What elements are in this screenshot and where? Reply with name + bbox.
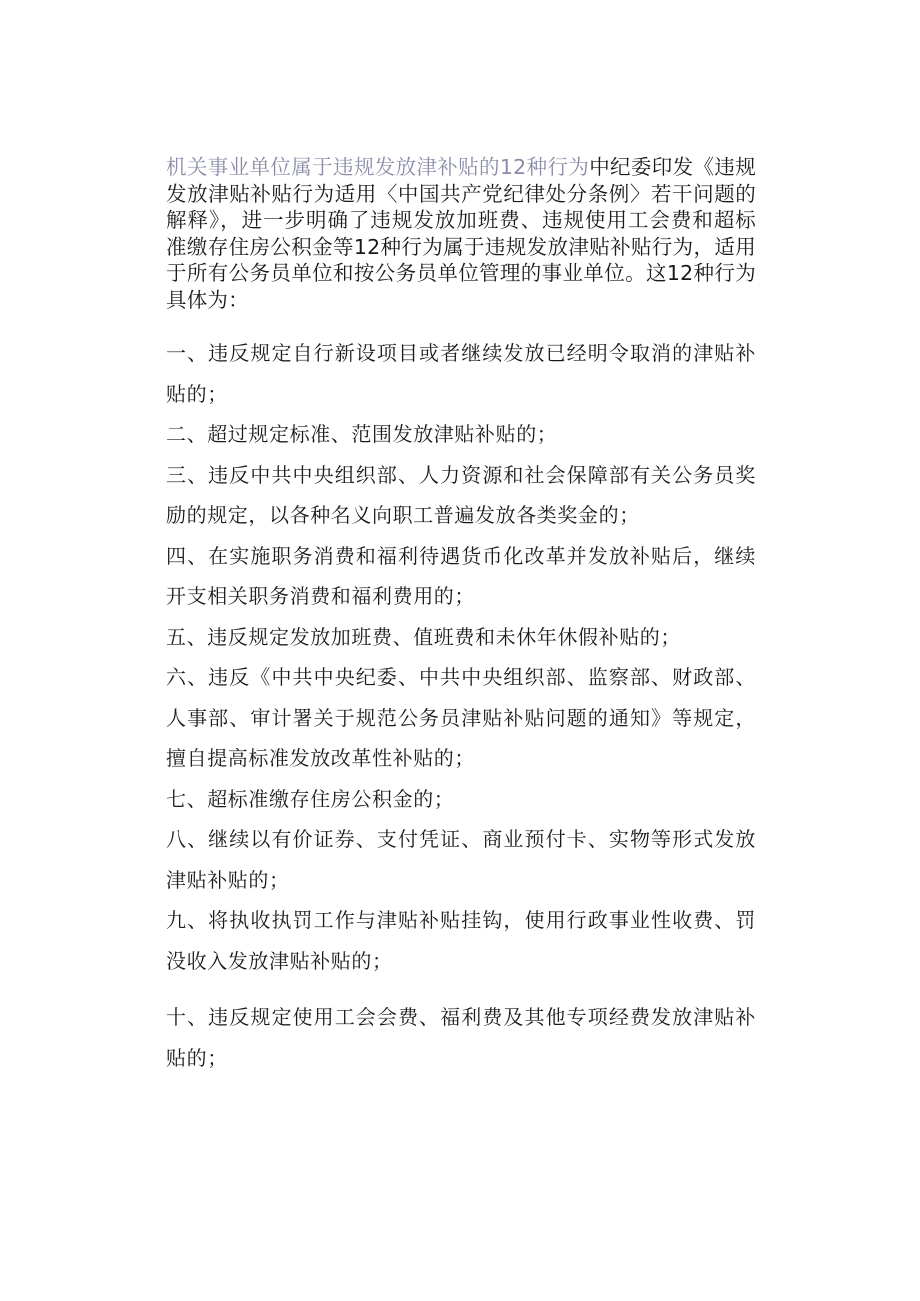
list-item-10: 十、违反规定使用工会会费、福利费及其他专项经费发放津贴补贴的； — [166, 1005, 756, 1070]
list-item-6: 六、违反《中共中央纪委、中共中央组织部、监察部、财政部、人事部、审计署关于规范公务员津贴补贴问题的通知》等规定，擅自提高标准发放改革性补贴的； — [166, 665, 756, 770]
list-item-1: 一、违反规定自行新设项目或者继续发放已经明令取消的津贴补贴的； — [166, 341, 756, 406]
list-item-3: 三、违反中共中央组织部、人力资源和社会保障部有关公务员奖励的规定，以各种名义向职工普遍发放各类奖金的； — [166, 462, 756, 527]
list-item-5: 五、违反规定发放加班费、值班费和未休年休假补贴的； — [166, 624, 681, 649]
list-item-2: 二、超过规定标准、范围发放津贴补贴的； — [166, 422, 558, 446]
list-item-8: 八、继续以有价证券、支付凭证、商业预付卡、实物等形式发放津贴补贴的； — [166, 827, 756, 892]
document-body — [166, 154, 756, 1078]
document-title: 机关事业单位属于违规发放津补贴的12种行为 — [166, 155, 590, 179]
list-item-9: 九、将执收执罚工作与津贴补贴挂钩，使用行政事业性收费、罚没收入发放津贴补贴的； — [166, 908, 756, 973]
intro-body: 中纪委印发《违规发放津贴补贴行为适用〈中国共产党纪律处分条例〉若干问题的解释》，进一步明确了违规发放加班费、违规使用工会费和超标准缴存住房公积金等12种行为属于违规发放津贴补贴行为，适用于所有公务员单位和按公务员单位管理的事业单位。这12种行为具体为： — [166, 155, 756, 312]
intro-paragraph — [166, 154, 756, 313]
list-item-7: 七、超标准缴存住房公积金的； — [166, 786, 455, 811]
list-item-4: 四、在实施职务消费和福利待遇货币化改革并发放补贴后，继续开支相关职务消费和福利费用的； — [166, 543, 756, 608]
